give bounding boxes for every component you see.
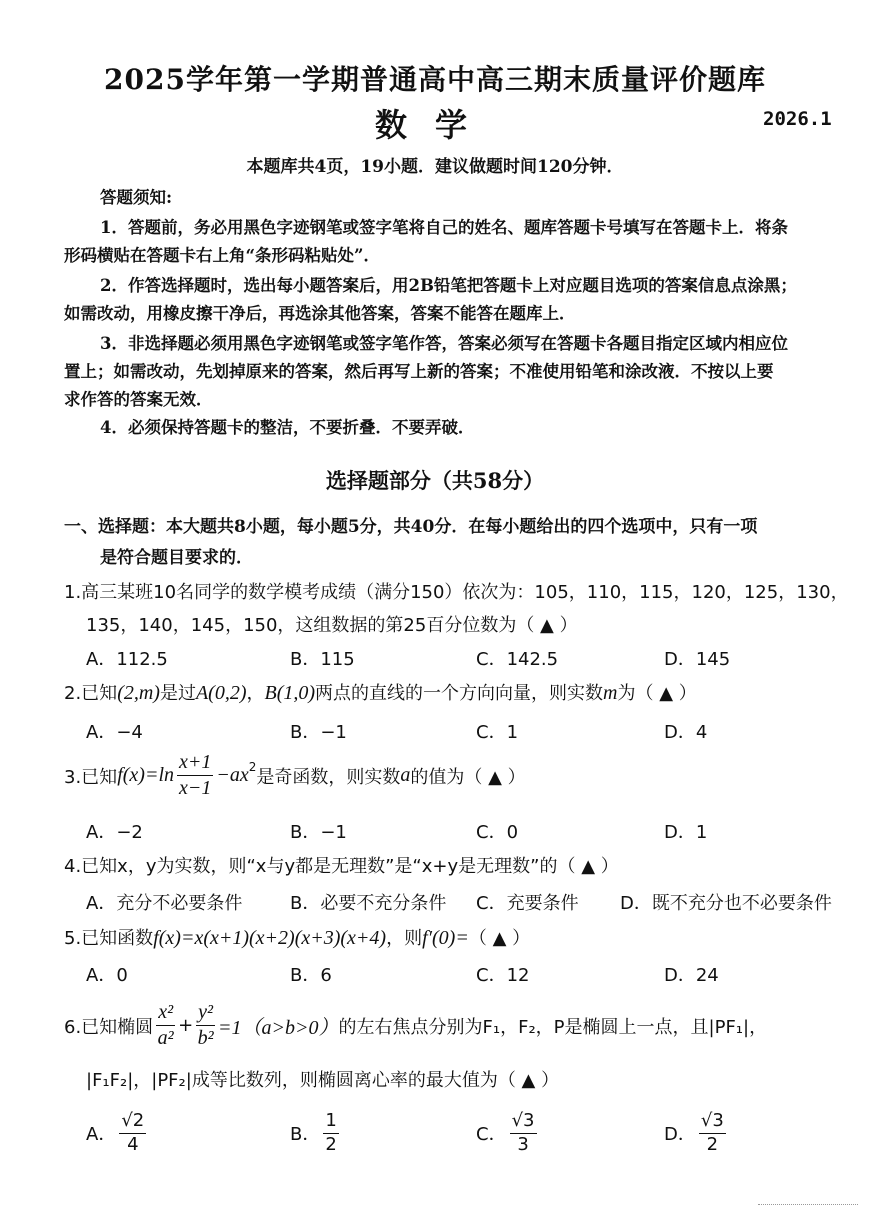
- question-4-text: 4.已知x，y为实数，则“x与y都是无理数”是“x+y是无理数”的（ ▲ ）: [64, 856, 619, 877]
- instructions-heading: 答题须知:: [100, 188, 173, 207]
- subject-title: 数学: [374, 106, 495, 144]
- fraction: $\frac{\text{y²}}{\text{b²}}$: [197, 1001, 214, 1049]
- option-a: A．0: [86, 965, 128, 986]
- option-d: D．145: [664, 649, 731, 670]
- instruction-line: 如需改动，用橡皮擦干净后，再选涂其他答案，答案不能答在题库上．: [64, 304, 576, 323]
- option-c: C．142.5: [476, 649, 559, 670]
- option-a: A． $\frac{√2}{4}$: [86, 1110, 145, 1155]
- fraction: $\frac{\text{x²}}{\text{a²}}$: [157, 1001, 174, 1049]
- option-c: C．0: [476, 822, 519, 843]
- option-c: C．充要条件: [476, 893, 579, 914]
- option-c: C． $\frac{√3}{3}$: [476, 1110, 535, 1155]
- part-description: 是符合题目要求的．: [100, 548, 253, 568]
- paper-title: 2025学年第一学期普通高中高三期末质量评价题库: [104, 63, 766, 96]
- exam-date: 2026.1: [763, 108, 832, 130]
- option-d: D．既不充分也不必要条件: [620, 893, 832, 914]
- option-d: D．24: [664, 965, 719, 986]
- part-description: 一、选择题：本大题共8小题，每小题5分，共40分．在每小题给出的四个选项中，只有一项: [64, 517, 758, 537]
- paper-summary: 本题库共4页，19小题．建议做题时间120分钟．: [246, 157, 624, 177]
- question-6-text: 6.已知椭圆 $\frac{\text{x²}}{\text{a²}}$ + $\frac{\text{y²}}{\text{b²}}$ =1（a>b>0） 的左右焦点分别为F₁，F₂，P是椭圆上一点，且|PF₁|，: [64, 1001, 768, 1049]
- fraction: $\frac{√3}{3}$: [511, 1110, 535, 1155]
- instruction-line: 形码横贴在答题卡右上角“条形码粘贴处”．: [64, 246, 380, 265]
- option-c: C．12: [476, 965, 530, 986]
- option-c: C．1: [476, 722, 519, 743]
- fraction: $\frac{√3}{2}$: [700, 1110, 724, 1155]
- option-b: B．−1: [290, 722, 347, 743]
- option-b: B． $\frac{1}{2}$: [290, 1110, 337, 1155]
- option-b: B．必要不充分条件: [290, 893, 447, 914]
- question-1-text: 135，140，145，150，这组数据的第25百分位数为（ ▲ ）: [86, 615, 578, 636]
- option-b: B．−1: [290, 822, 347, 843]
- option-d: D．1: [664, 822, 708, 843]
- option-b: B．115: [290, 649, 355, 670]
- question-5-text: 5.已知函数f(x)=x(x+1)(x+2)(x+3)(x+4)，则f′(0)=（ ▲ ）: [64, 927, 531, 949]
- question-1-text: 1.高三某班10名同学的数学模考成绩（满分150）依次为：105，110，115，120，125，130，: [64, 582, 849, 603]
- question-6-text: |F₁F₂|，|PF₂|成等比数列，则椭圆离心率的最大值为（ ▲ ）: [86, 1070, 560, 1091]
- instruction-line: 置上；如需改动，先划掉原来的答案，然后再写上新的答案；不准使用铅笔和涂改液．不按以上要: [64, 362, 774, 381]
- option-d: D．4: [664, 722, 708, 743]
- instruction-line: 1．答题前，务必用黑色字迹钢笔或签字笔将自己的姓名、题库答题卡号填写在答题卡上．将条: [100, 218, 788, 237]
- option-b: B．6: [290, 965, 332, 986]
- footer-divider: [758, 1204, 858, 1205]
- option-a: A．−4: [86, 722, 143, 743]
- section-title: 选择题部分（共58分）: [325, 468, 545, 493]
- instruction-line: 2．作答选择题时，选出每小题答案后，用2B铅笔把答题卡上对应题目选项的答案信息点涂黑；: [100, 276, 797, 295]
- instruction-line: 求作答的答案无效．: [64, 390, 213, 409]
- fraction: $\frac{√2}{4}$: [121, 1110, 145, 1155]
- instruction-line: 3．非选择题必须用黑色字迹钢笔或签字笔作答，答案必须写在答题卡各题目指定区域内相应位: [100, 334, 788, 353]
- option-d: D． $\frac{√3}{2}$: [664, 1110, 724, 1155]
- fraction: $\frac{1}{2}$: [325, 1110, 337, 1155]
- option-a: A．充分不必要条件: [86, 893, 243, 914]
- question-3-text: 3.已知 f(x)=ln $\frac{x+1}{x-1}$ −ax $^2$ 是奇函数，则实数 a 的值为（ ▲ ）: [64, 751, 526, 799]
- instruction-line: 4．必须保持答题卡的整洁，不要折叠．不要弄破．: [100, 418, 475, 437]
- option-a: A．−2: [86, 822, 143, 843]
- fraction: $\frac{x+1}{x-1}$: [179, 751, 212, 799]
- option-a: A．112.5: [86, 649, 168, 670]
- question-2-text: 2.已知(2,m)是过A(0,2)，B(1,0)两点的直线的一个方向向量，则实数m为（ ▲ ）: [64, 682, 697, 704]
